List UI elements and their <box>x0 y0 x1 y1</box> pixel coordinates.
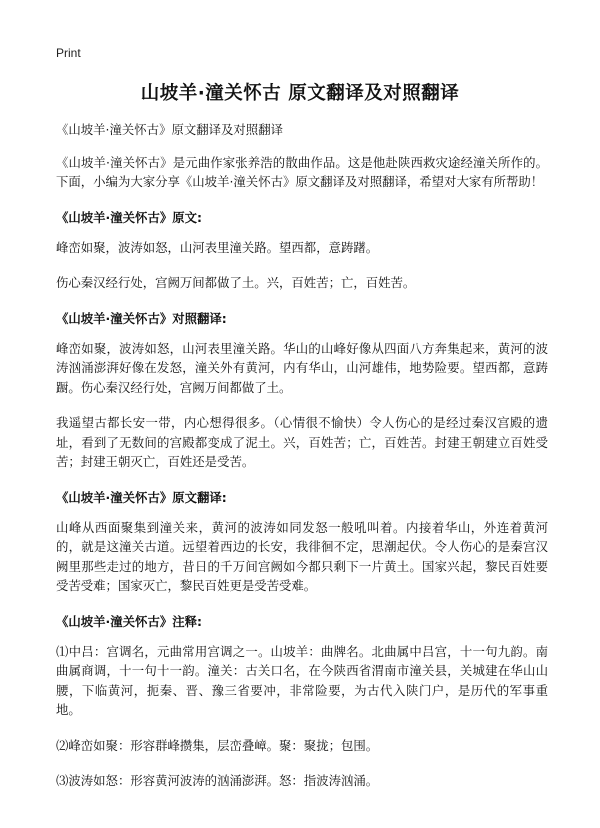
note-1: ⑴中吕：宫调名，元曲常用宫调之一。山坡羊：曲牌名。北曲属中吕宫，十一句九韵。南曲属商调，十一句十一韵。潼关：古关口名，在今陕西省渭南市潼关县，关城建在华山山腰，下临黄河，扼秦、晋、豫三省要冲，非常险要，为古代入陕门户，是历代的军事重地。 <box>56 643 548 717</box>
intro-paragraph: 《山坡羊·潼关怀古》是元曲作家张养浩的散曲作品。这是他赴陕西救灾途经潼关所作的。下面，小编为大家分享《山坡羊·潼关怀古》原文翻译及对照翻译，希望对大家有所帮助！ <box>56 154 548 189</box>
original-line-2: 伤心秦汉经行处，宫阙万间都做了土。兴，百姓苦；亡，百姓苦。 <box>56 275 416 290</box>
print-link[interactable]: Print <box>56 46 81 60</box>
note-3: ⑶波涛如怒：形容黄河波涛的汹涌澎湃。怒：指波涛汹涌。 <box>56 773 379 788</box>
translation-paragraph: 山峰从西面聚集到潼关来，黄河的波涛如同发怒一般吼叫着。内接着华山，外连着黄河的，就是这潼关古道。远望着西边的长安，我徘徊不定，思潮起伏。令人伤心的是秦宫汉阙里那些走过的地方，昔日的千万间宫阙如今都只剩下一片黄土。国家兴起，黎民百姓要受苦受难；国家灭亡，黎民百姓更是受苦受难。 <box>56 519 548 593</box>
note-2: ⑵峰峦如聚：形容群峰攒集，层峦叠嶂。聚：聚拢；包围。 <box>56 737 379 753</box>
parallel-translation-paragraph-2: 我遥望古都长安一带，内心想得很多。（心情很不愉快）令人伤心的是经过秦汉宫殿的遗址，看到了无数间的宫殿都变成了泥土。兴，百姓苦；亡，百姓苦。封建王朝建立百姓受苦；封建王朝灭亡，百姓还是受苦。 <box>56 415 548 469</box>
original-line-1: 峰峦如聚，波涛如怒，山河表里潼关路。望西都，意踌躇。 <box>56 239 379 255</box>
section-heading-parallel-translation: 《山坡羊·潼关怀古》对照翻译: <box>56 310 227 326</box>
parallel-translation-paragraph-1: 峰峦如聚，波涛如怒，山河表里潼关路。华山的山峰好像从四面八方奔集起来，黄河的波涛汹涌澎湃好像在发怒，潼关外有黄河，内有华山，山河雄伟，地势险要。望西都，意踌蹰。伤心秦汉经行处，宫阙万间都做了土。 <box>56 340 548 395</box>
page-title: 山坡羊·潼关怀古 原文翻译及对照翻译 <box>140 83 460 104</box>
section-heading-translation: 《山坡羊·潼关怀古》原文翻译: <box>56 489 227 505</box>
section-heading-original: 《山坡羊·潼关怀古》原文: <box>56 209 202 225</box>
article-body <box>56 120 548 807</box>
section-heading-notes: 《山坡羊·潼关怀古》注释: <box>56 613 202 629</box>
article-subtitle: 《山坡羊·潼关怀古》原文翻译及对照翻译 <box>56 122 283 137</box>
